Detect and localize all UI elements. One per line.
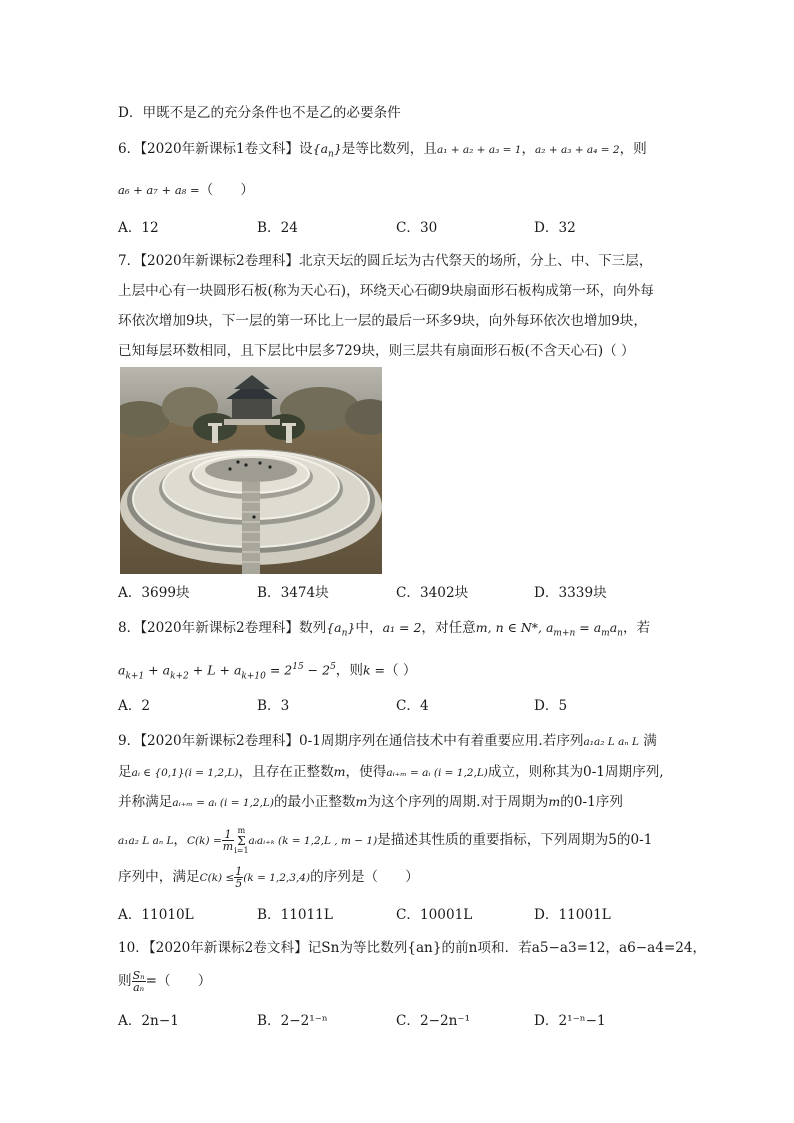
q9-option-d: D．11001L xyxy=(534,907,611,923)
q8-options xyxy=(118,694,678,714)
q7-line-3: 环依次增加9块，下一层的第一环比上一层的最后一环多9块，向外每环依次也增加9块， xyxy=(118,313,647,329)
q10-options xyxy=(118,1009,678,1029)
q6-expression: a₆ + a₇ + a₈ =（ ） xyxy=(118,182,254,198)
q10-option-a: A．2n−1 xyxy=(118,1013,179,1029)
q9-options xyxy=(118,903,678,923)
q7-option-c: C．3402块 xyxy=(396,585,469,601)
q8-stem: 8．【2020年新课标2卷理科】数列$\{a_n\}$中，a₁ = 2，对任意m, n ∈ N*, $a_{m+n} = a_ma_n$，若 xyxy=(118,620,651,639)
q7-option-b: B．3474块 xyxy=(257,585,329,601)
q10-line-2: 则 $\frac{\text{Sₙ}}{\text{aₙ}}$ =（ ） xyxy=(118,969,212,994)
q9-line-5: 序列中，满足C(k) ≤ $\frac{1}{5}$ (k = 1,2,3,4)的序列是（ ） xyxy=(118,865,419,890)
q7-option-d: D．3339块 xyxy=(534,585,607,601)
q9-option-b: B．11011L xyxy=(257,907,333,923)
q8-option-c: C．4 xyxy=(396,698,429,714)
q6-options xyxy=(118,216,678,236)
q9-option-a: A．11010L xyxy=(118,907,194,923)
q9-line-4: a₁a₂ L aₙ L，C(k) = $\frac{1}{m}$ m Σ i=1 aᵢaᵢ₊ₖ (k = 1,2,L , m − 1)是描述其性质的重要指标，下列周期为5的0-1 xyxy=(118,825,653,855)
q7-option-a: A．3699块 xyxy=(118,585,190,601)
temple-of-heaven-photo xyxy=(120,367,382,574)
q8-option-a: A．2 xyxy=(118,698,151,714)
q5-option-d: D．甲既不是乙的充分条件也不是乙的必要条件 xyxy=(118,105,401,121)
q7-line-4: 已知每层环数相同，且下层比中层多729块，则三层共有扇面形石板(不含天心石)（ ） xyxy=(118,343,635,359)
q9-line-2: 足aᵢ ∈ {0,1}(i = 1,2,L)，且存在正整数m，使得aᵢ₊ₘ = aᵢ (i = 1,2,L)成立，则称其为0-1周期序列, xyxy=(118,764,664,780)
q10-line-1: 10．【2020年新课标2卷文科】记Sn为等比数列{an}的前n项和．若a5−a3=12，a6−a4=24， xyxy=(118,940,707,956)
q10-fraction: $\frac{\text{Sₙ}}{\text{aₙ}}$ xyxy=(132,969,145,994)
q6-condition-2: a₂ + a₃ + a₄ = 2 xyxy=(535,144,620,156)
q9-summation: m Σ i=1 xyxy=(234,825,249,855)
q6-condition-1: a₁ + a₂ + a₃ = 1 xyxy=(436,144,522,156)
q6-option-a: A．12 xyxy=(118,220,159,236)
q7-line-1: 7．【2020年新课标2卷理科】北京天坛的圆丘坛为古代祭天的场所，分上、中、下三层， xyxy=(118,253,653,269)
q9-line-3: 并称满足aᵢ₊ₘ = aᵢ (i = 1,2,L)的最小正整数m为这个序列的周期.对于周期为m的0-1序列 xyxy=(118,794,623,810)
q8-option-d: D．5 xyxy=(534,698,568,714)
q6-option-b: B．24 xyxy=(257,220,298,236)
q9-line-1: 9．【2020年新课标2卷理科】0-1周期序列在通信技术中有着重要应用.若序列a₁a₂ L aₙ L 满 xyxy=(118,733,657,749)
q6-stem: 6．【2020年新课标1卷文科】设$\{a_n\}$是等比数列，且a₁ + a₂ + a₃ = 1，a₂ + a₃ + a₄ = 2，则 xyxy=(118,141,647,160)
q9-option-c: C．10001L xyxy=(396,907,473,923)
q8-expression: $a_{k+1} + a_{k+2} + L + a_{k+10} = 2^{15} - 2^5$，则k =（ ） xyxy=(118,662,417,682)
circular-mound-altar-image xyxy=(120,367,382,574)
q9-fraction: $\frac{1}{m}$ xyxy=(222,828,234,853)
q10-option-c: C．2−2n⁻¹ xyxy=(396,1013,471,1029)
q10-option-b: B．2−2¹⁻ⁿ xyxy=(257,1013,328,1029)
q6-option-c: C．30 xyxy=(396,220,438,236)
q7-options xyxy=(118,581,678,601)
q8-option-b: B．3 xyxy=(257,698,290,714)
q9-fraction-2: $\frac{1}{5}$ xyxy=(235,865,243,890)
q6-option-d: D．32 xyxy=(534,220,576,236)
q10-option-d: D．2¹⁻ⁿ−1 xyxy=(534,1013,606,1029)
q7-line-2: 上层中心有一块圆形石板(称为天心石)，环绕天心石砌9块扇面形石板构成第一环，向外每 xyxy=(118,283,654,299)
